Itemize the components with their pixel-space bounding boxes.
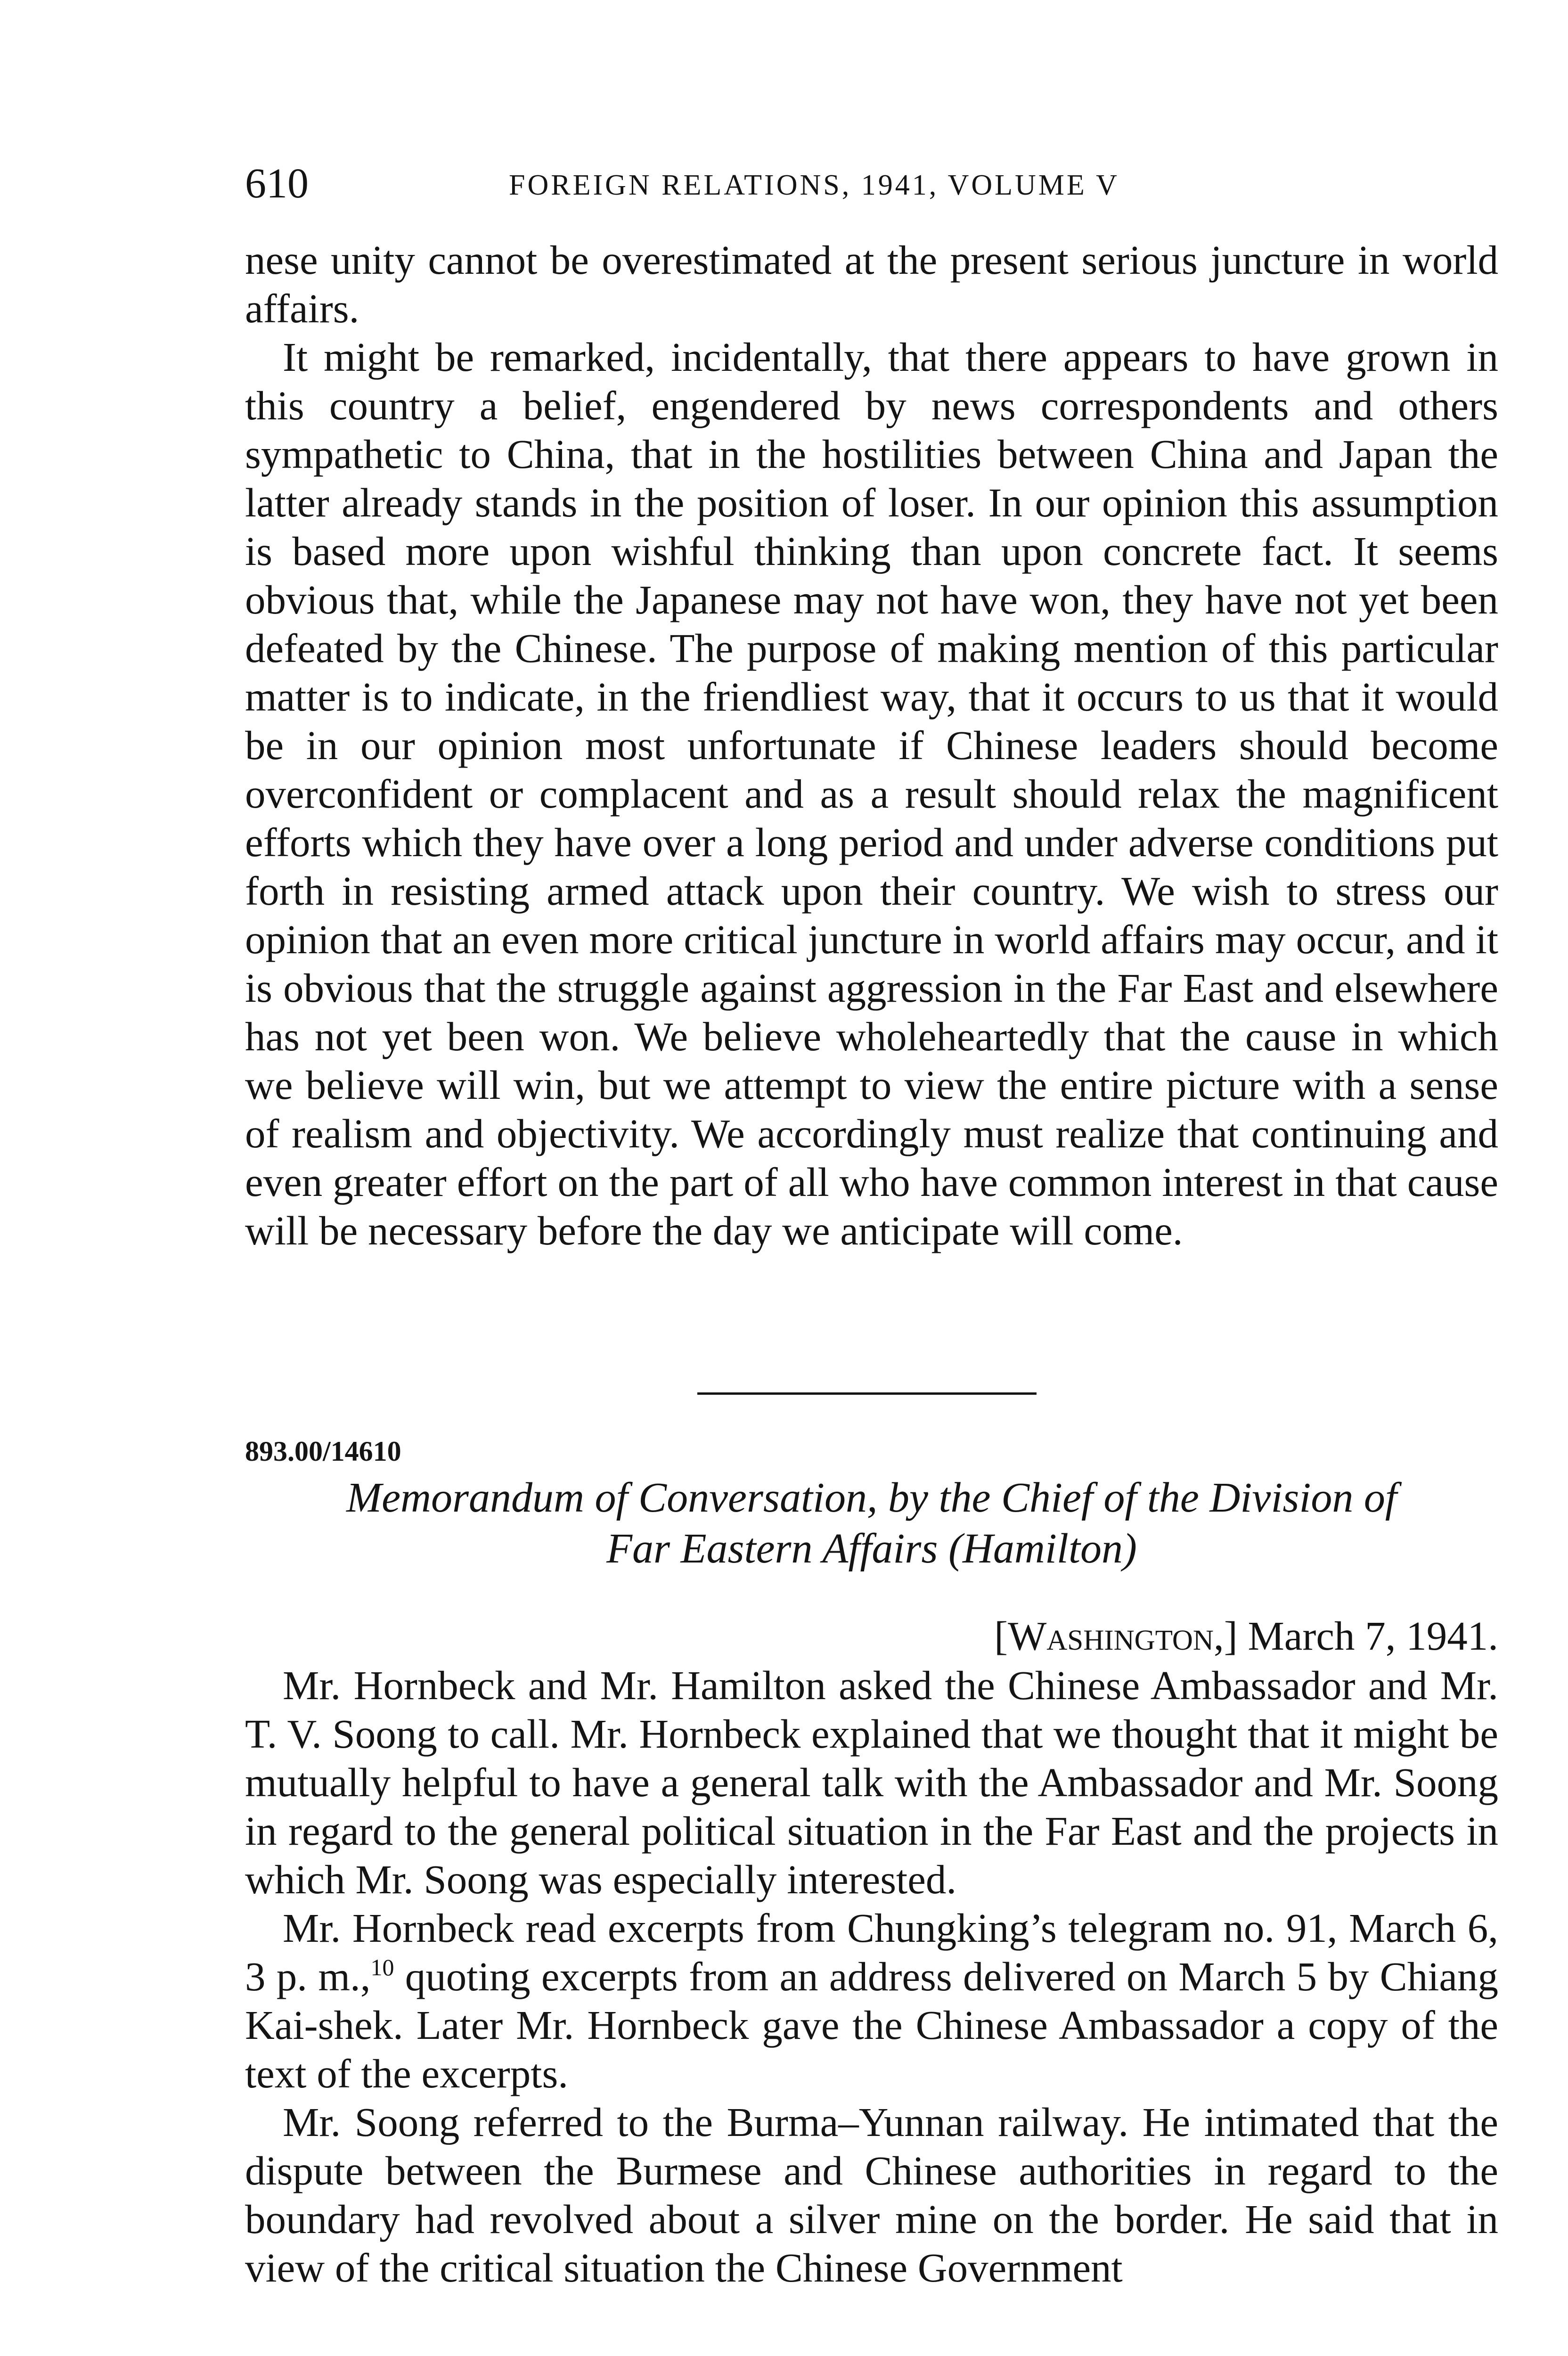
dateline-place: [Washington,] — [994, 1613, 1238, 1659]
continued-text — [245, 236, 1498, 1255]
section-divider — [697, 1392, 1037, 1395]
paragraph-text: Mr. Hornbeck read excerpts from Chungking’s telegram no. 91, March 6, 3 p. m., — [245, 1905, 1498, 1999]
memo-title-line: Memorandum of Conversation, by the Chief of the Division of — [346, 1474, 1397, 1521]
footnote-reference: 10 — [370, 1954, 394, 1980]
memo-title-line: Far Eastern Affairs (Hamilton) — [606, 1525, 1137, 1572]
dateline — [245, 1612, 1498, 1660]
memo-body — [245, 1661, 1498, 2292]
paragraph-text: quoting excerpts from an address delivered on March 5 by Chiang Kai-shek. Later Mr. Hornbeck gave the Chinese Ambassador a copy of the text of the excerpts. — [245, 1954, 1498, 2096]
page-header — [245, 155, 1498, 212]
paragraph: nese unity cannot be overestimated at the present serious juncture in world affairs. — [245, 237, 1498, 331]
paragraph — [245, 1904, 1498, 2098]
file-number: 893.00/14610 — [245, 1436, 401, 1467]
page-number: 610 — [245, 160, 309, 207]
paragraph: Mr. Soong referred to the Burma–Yunnan railway. He intimated that the dispute between the Burmese and Chinese authorities in regard to the boundary had revolved about a silver mine on the border. He said that in view of the critical situation the Chinese Government — [245, 2099, 1498, 2291]
dateline-date: March 7, 1941. — [1248, 1613, 1498, 1659]
running-head: FOREIGN RELATIONS, 1941, VOLUME V — [509, 169, 1119, 201]
memo-title — [245, 1472, 1498, 1574]
paragraph: Mr. Hornbeck and Mr. Hamilton asked the Chinese Ambassador and Mr. T. V. Soong to call. Mr. Hornbeck explained that we thought that it might be mutually helpful to have a general talk with the Ambassador and Mr. Soong in regard to the general political situation in the Far East and the projects in which Mr. Soong was especially interested. — [245, 1662, 1498, 1902]
paragraph: It might be remarked, incidentally, that there appears to have grown in this country a belief, engendered by news correspondents and others sympathetic to China, that in the hostilities between China and Japan the latter already stands in the position of loser. In our opinion this assumption is based more upon wishful thinking than upon concrete fact. It seems obvious that, while the Japanese may not have won, they have not yet been defeated by the Chinese. The purpose of making mention of this particular matter is to indicate, in the friendliest way, that it occurs to us that it would be in our opinion most unfortunate if Chinese leaders should become overconfident or complacent and as a result should relax the magnificent efforts which they have over a long period and under adverse conditions put forth in resisting armed attack upon their country. We wish to stress our opinion that an even more critical juncture in world affairs may occur, and it is obvious that the struggle against aggression in the Far East and elsewhere has not yet been won. We believe wholeheartedly that the cause in which we believe will win, but we attempt to view the entire picture with a sense of realism and objectivity. We accordingly must realize that continuing and even greater effort on the part of all who have common interest in that cause will be necessary before the day we anticipate will come. — [245, 334, 1498, 1253]
